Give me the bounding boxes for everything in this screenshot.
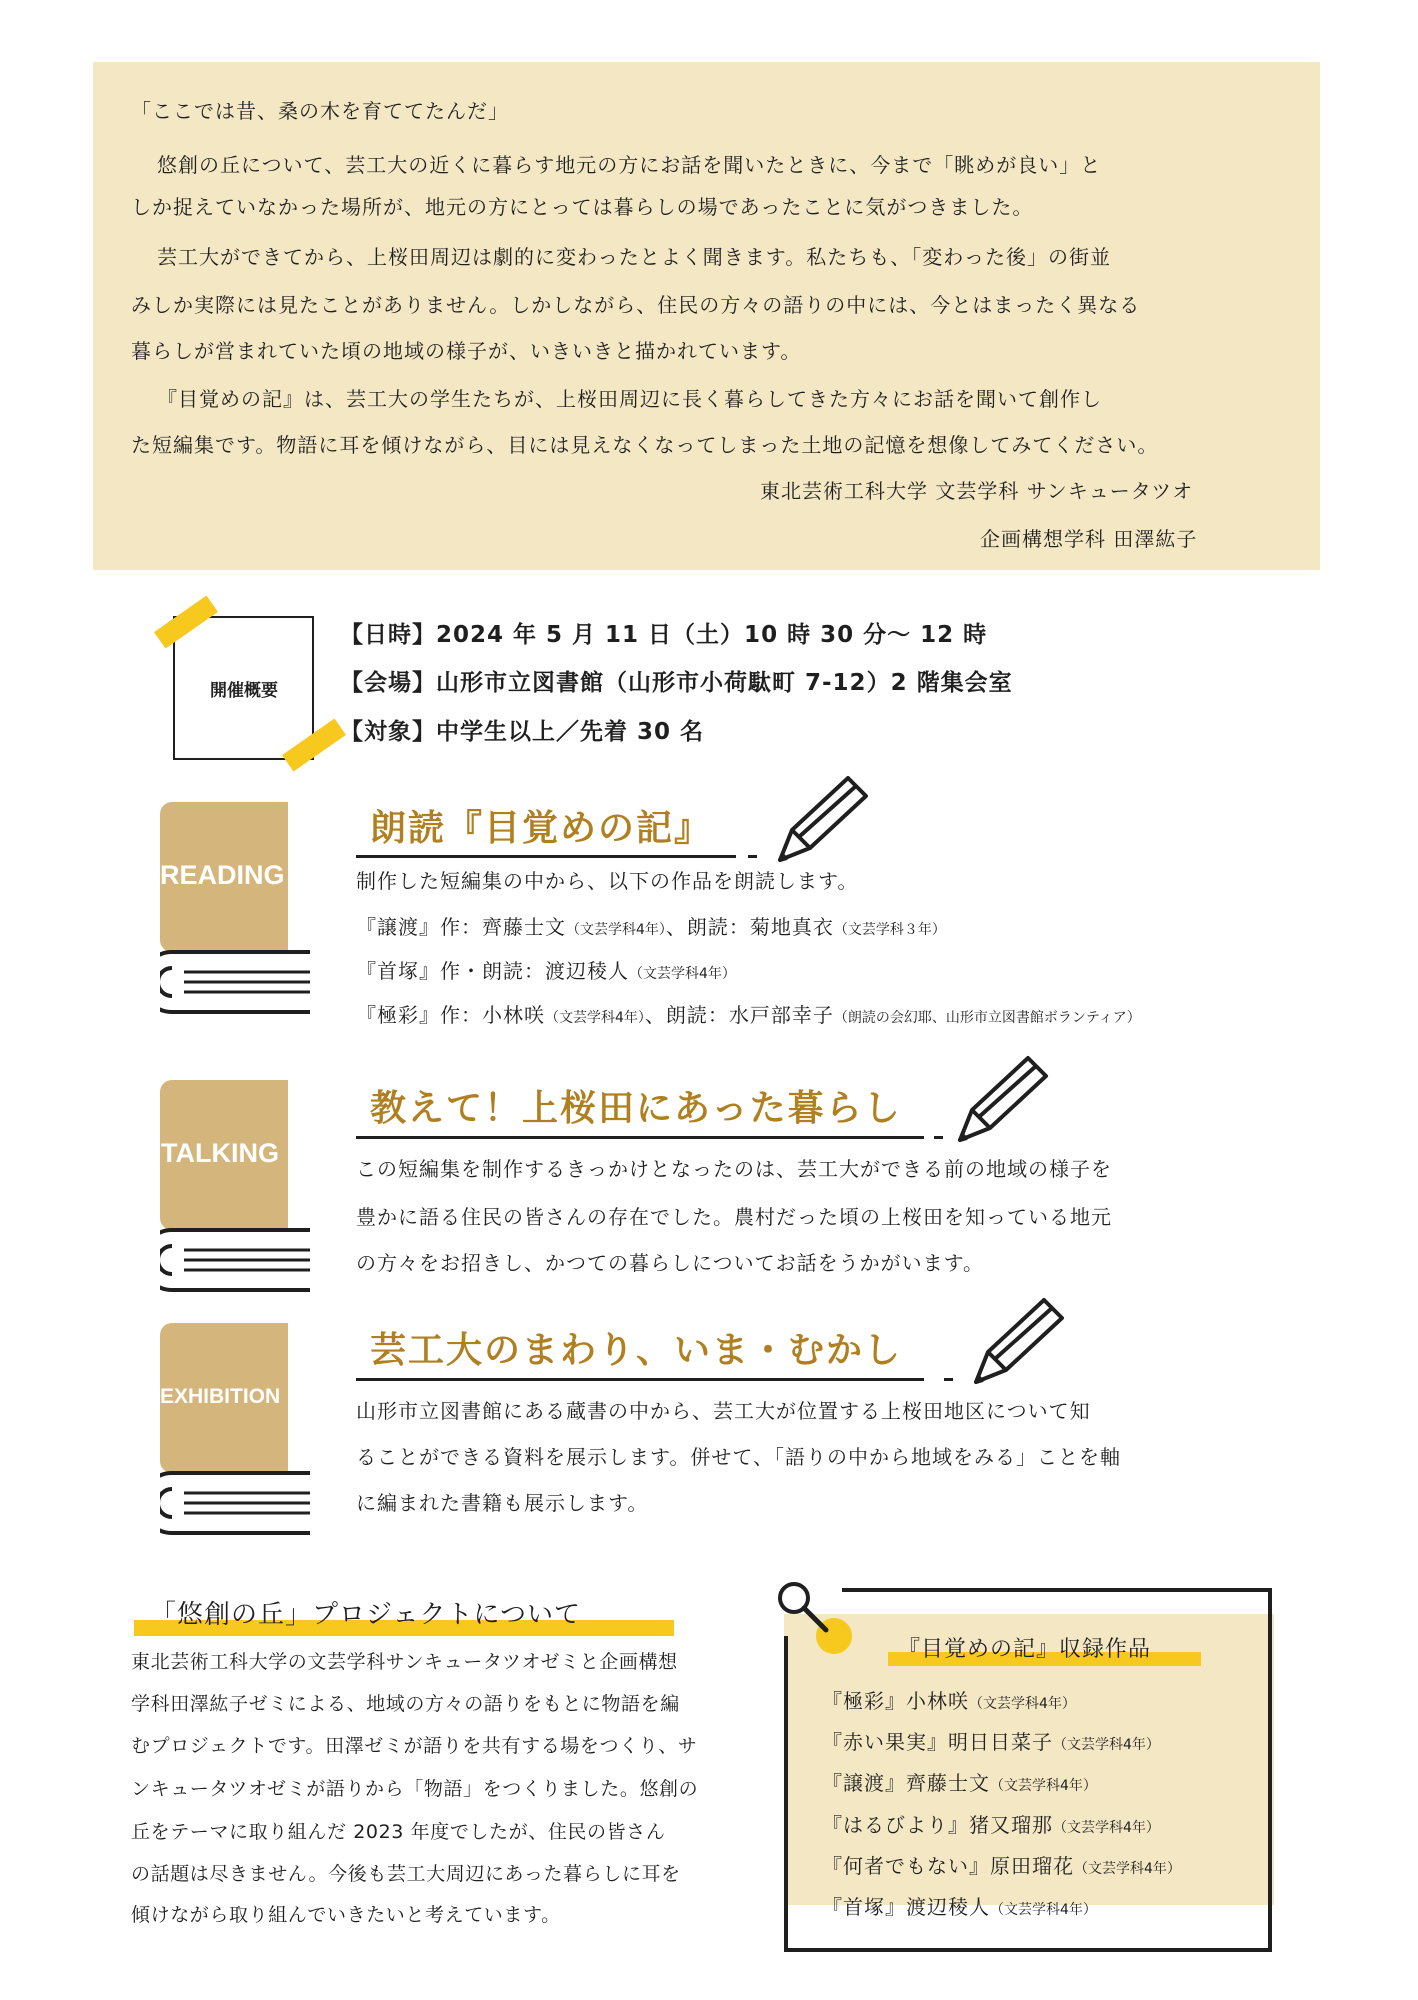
reading-work-1 <box>356 914 946 943</box>
project-title: 「悠創の丘」プロジェクトについて <box>150 1600 581 1630</box>
title-underline-dash <box>944 1378 953 1381</box>
intro-line: 「ここでは昔、桑の木を育ててたんだ」 <box>131 99 509 123</box>
exhibition-line: 山形市立図書館にある蔵書の中から、芸工大が位置する上桜田地区について知 <box>356 1399 1091 1423</box>
work-note: （朗読の会幻耶、山形市立図書館ボランティア） <box>833 1010 1141 1026</box>
frame-line <box>842 1588 1270 1592</box>
talking-tag: TALKING <box>161 1138 279 1168</box>
talking-line: の方々をお招きし、かつての暮らしについてお話をうかがいます。 <box>356 1251 984 1275</box>
frame-line <box>1268 1588 1272 1952</box>
signature-tatsuo: 東北芸術工科大学 文芸学科 サンキュータツオ <box>760 479 1194 503</box>
signature-tazawa: 企画構想学科 田澤紘子 <box>980 527 1198 551</box>
exhibition-line: に編まれた書籍も展示します。 <box>356 1491 649 1515</box>
pencil-icon <box>770 770 880 870</box>
title-underline <box>356 1378 924 1381</box>
project-line: むプロジェクトです。田澤ゼミが語りを共有する場をつくり、サ <box>131 1735 698 1757</box>
project-line: 丘をテーマに取り組んだ 2023 年度でしたが、住民の皆さん <box>131 1821 666 1843</box>
intro-line: た短編集です。物語に耳を傾けながら、目には見えなくなってしまった土地の記憶を想像してみてください。 <box>131 433 1159 457</box>
work-title: 『極彩』小林咲 <box>822 1689 969 1713</box>
talking-line: この短編集を制作するきっかけとなったのは、芸工大ができる前の地域の様子を <box>356 1157 1112 1181</box>
work-note: （文芸学科4年） <box>1074 1861 1181 1877</box>
reading-work-3 <box>356 1002 1141 1031</box>
works-item <box>822 1729 1160 1758</box>
talking-line: 豊かに語る住民の皆さんの存在でした。農村だった頃の上桜田を知っている地元 <box>356 1205 1112 1229</box>
intro-line: しか捉えていなかった場所が、地元の方にとっては暮らしの場であったことに気がつきました。 <box>131 195 1034 219</box>
overview-label: 開催概要 <box>210 681 278 701</box>
works-item <box>822 1894 1097 1923</box>
work-title: 『極彩』作：小林咲 <box>356 1003 545 1027</box>
work-note: （文芸学科4年） <box>1053 1820 1160 1836</box>
book-icon <box>160 1080 322 1305</box>
project-line: 東北芸術工科大学の文芸学科サンキュータツオゼミと企画構想 <box>131 1651 678 1673</box>
works-item <box>822 1770 1097 1799</box>
event-venue: 【会場】山形市立図書館（山形市小荷駄町 7-12）2 階集会室 <box>340 670 1013 696</box>
work-title: 『首塚』作・朗読：渡辺稜人 <box>356 959 629 983</box>
intro-line: みしか実際には見たことがありません。しかしながら、住民の方々の語りの中には、今とはまったく異なる <box>131 293 1141 317</box>
work-title: 『赤い果実』明日日菜子 <box>822 1730 1053 1754</box>
project-line: 学科田澤紘子ゼミによる、地域の方々の語りをもとに物語を編 <box>131 1693 680 1715</box>
work-reader: 、朗読：菊地真衣 <box>665 915 834 939</box>
magnifier-icon <box>770 1574 860 1664</box>
work-note: （文芸学科4年） <box>1053 1737 1160 1753</box>
exhibition-tag: EXHIBITION <box>160 1385 281 1408</box>
intro-line: 悠創の丘について、芸工大の近くに暮らす地元の方にお話を聞いたときに、今まで「眺めが良い」と <box>157 153 1102 177</box>
exhibition-title: 芸工大のまわり、いま・むかし <box>370 1330 903 1371</box>
work-note: （文芸学科4年） <box>990 1902 1097 1918</box>
project-line: ンキュータツオゼミが語りから「物語」をつくりました。悠創の <box>131 1778 699 1800</box>
project-line: の話題は尽きません。今後も芸工大周辺にあった暮らしに耳を <box>131 1863 681 1885</box>
work-note: （文芸学科4年） <box>990 1778 1097 1794</box>
works-item <box>822 1688 1076 1717</box>
work-title: 『何者でもない』原田瑠花 <box>822 1854 1074 1878</box>
work-title: 『譲渡』作：齊藤士文 <box>356 915 566 939</box>
works-item <box>822 1853 1181 1882</box>
work-note: （文芸学科３年） <box>833 922 946 938</box>
reading-tag: READING <box>160 860 285 890</box>
pencil-icon <box>950 1050 1060 1150</box>
intro-line: 暮らしが営まれていた頃の地域の様子が、いきいきと描かれています。 <box>131 339 802 363</box>
event-date: 【日時】2024 年 5 月 11 日（土）10 時 30 分〜 12 時 <box>340 622 988 648</box>
work-note: （文芸学科4年） <box>969 1696 1076 1712</box>
book-icon <box>160 1323 322 1548</box>
talking-title: 教えて！上桜田にあった暮らし <box>370 1088 902 1129</box>
works-item <box>822 1812 1160 1841</box>
title-underline <box>356 1136 924 1139</box>
work-note: （文芸学科4年） <box>629 966 736 982</box>
title-underline <box>356 855 736 858</box>
frame-line <box>784 1636 788 1952</box>
exhibition-line: ることができる資料を展示します。併せて、「語りの中から地域をみる」ことを軸 <box>356 1445 1121 1469</box>
work-note: （文芸学科4年） <box>545 1010 645 1026</box>
intro-line: 芸工大ができてから、上桜田周辺は劇的に変わったとよく聞きます。私たちも、「変わった後」の街並 <box>157 245 1111 269</box>
intro-line: 『目覚めの記』は、芸工大の学生たちが、上桜田周辺に長く暮らしてきた方々にお話を聞いて創作し <box>157 387 1102 411</box>
title-underline-dash <box>934 1136 943 1139</box>
reading-intro: 制作した短編集の中から、以下の作品を朗読します。 <box>356 869 859 893</box>
title-underline-dash <box>748 855 757 858</box>
frame-line <box>784 1948 1272 1952</box>
book-icon <box>160 802 322 1027</box>
event-target: 【対象】中学生以上／先着 30 名 <box>340 719 705 745</box>
pencil-icon <box>966 1292 1076 1392</box>
reading-title: 朗読『目覚めの記』 <box>370 808 713 849</box>
reading-work-2 <box>356 958 736 987</box>
work-title: 『はるびより』猪又瑠那 <box>822 1813 1053 1837</box>
work-reader: 、朗読：水戸部幸子 <box>644 1003 834 1027</box>
work-note: （文芸学科4年） <box>566 922 666 938</box>
works-title: 『目覚めの記』収録作品 <box>898 1637 1152 1662</box>
work-title: 『首塚』渡辺稜人 <box>822 1895 990 1919</box>
work-title: 『譲渡』齊藤士文 <box>822 1771 990 1795</box>
project-line: 傾けながら取り組んでいきたいと考えています。 <box>131 1904 561 1926</box>
